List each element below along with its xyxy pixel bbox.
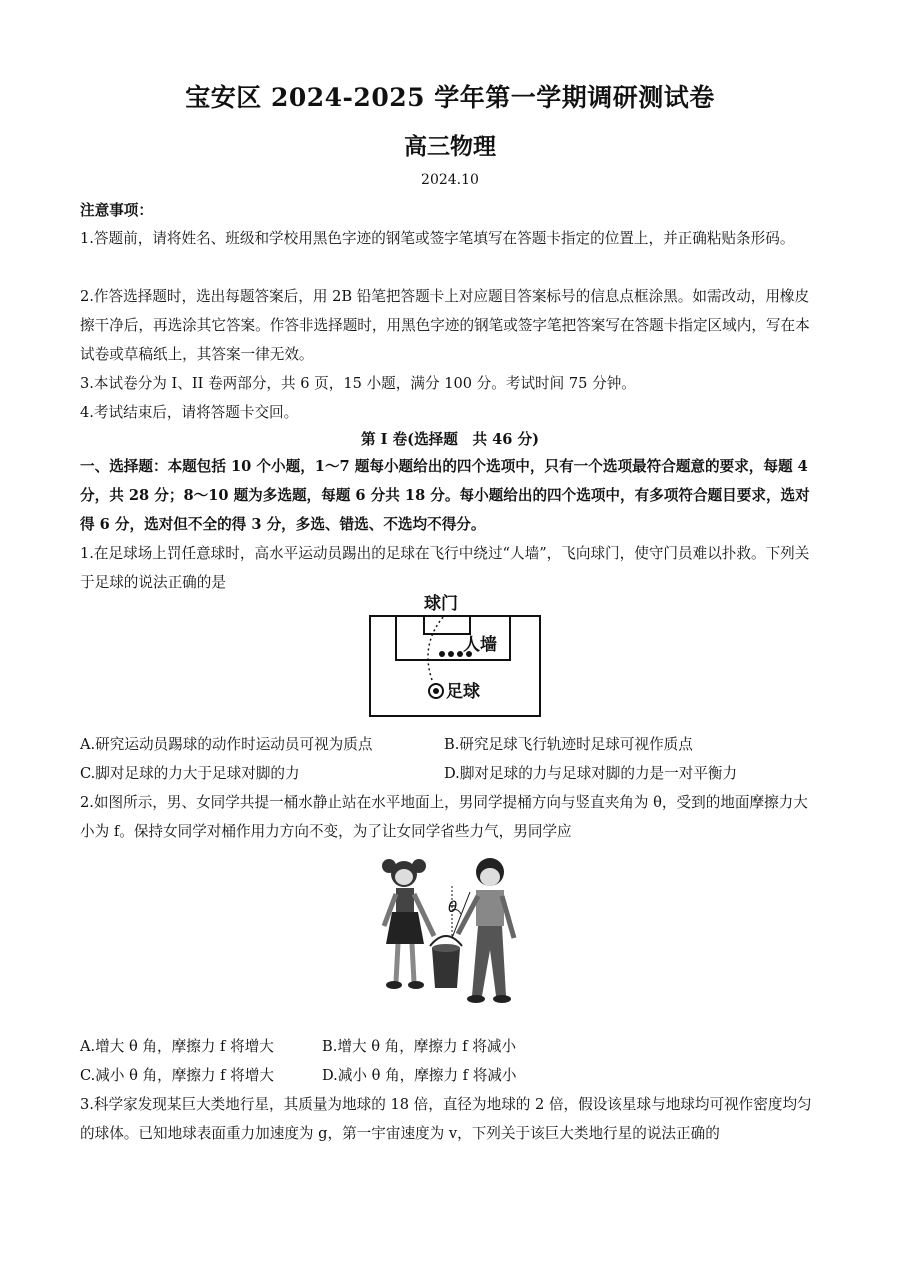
exam-title: 宝安区 2024-2025 学年第一学期调研测试卷 [185,83,715,112]
q3-stem: 3.科学家发现某巨大类地行星，其质量为地球的 18 倍，直径为地球的 2 倍，假设该星球与地球均可视作密度均匀的球体。已知地球表面重力加速度为 g，第一宇宙速度为 v，下列关于该巨大类地行星的说法正确的 [80,1096,812,1142]
label-theta: θ [448,898,458,916]
notice-item-1: 1.答题前，请将姓名、班级和学校用黑色字迹的钢笔或签字笔填写在答题卡指定的位置上，并正确粘贴条形码。 [80,230,795,247]
q2-option-a: A.增大 θ 角，摩擦力 f 将增大 [80,1038,274,1055]
q2-option-d: D.减小 θ 角，摩擦力 f 将减小 [322,1067,517,1084]
section-title: 第 I 卷(选择题 共 46 分) [360,431,540,448]
notice-item-3: 3.本试卷分为 I、II 卷两部分，共 6 页，15 小题，满分 100 分。考试时间 75 分钟。 [80,375,636,392]
football-icon-center [433,688,439,694]
label-ball: 足球 [446,682,480,702]
q1-football-figure [362,592,548,720]
exam-date: 2024.10 [421,172,479,188]
q1-option-c: C.脚对足球的力大于足球对脚的力 [80,765,300,782]
notice-heading: 注意事项： [80,202,153,219]
boy-figure [458,858,514,1003]
exam-subject: 高三物理 [404,133,496,160]
bucket-icon [430,936,462,988]
q2-option-b: B.增大 θ 角，摩擦力 f 将减小 [322,1038,517,1055]
q1-option-b: B.研究足球飞行轨迹时足球可视作质点 [444,736,693,753]
wall-player [439,651,445,657]
notice-item-4: 4.考试结束后，请将答题卡交回。 [80,404,299,421]
label-wall: 人墙 [463,635,497,655]
q2-students-figure [372,846,532,1016]
ball-trajectory [428,616,444,680]
wall-player [448,651,454,657]
q2-option-c: C.减小 θ 角，摩擦力 f 将增大 [80,1067,274,1084]
goal-area [424,616,470,634]
q1-option-a: A.研究运动员踢球的动作时运动员可视为质点 [80,736,373,753]
section-instructions: 一、选择题：本题包括 10 个小题，1～7 题每小题给出的四个选项中，只有一个选项最符合题意的要求，每题 4 分，共 28 分；8～10 题为多选题，每题 6 分共 18 分。每小题给出的四个选项中，有多项符合题目要求，选对得 6 分，选对但不全的得 3 分，多选、错选、不选均不得分。 [80,458,810,533]
q1-stem: 1.在足球场上罚任意球时，高水平运动员踢出的足球在飞行中绕过“人墙”，飞向球门，使守门员难以扑救。下列关于足球的说法正确的是 [80,545,810,591]
notice-item-2: 2.作答选择题时，选出每题答案后，用 2B 铅笔把答题卡上对应题目答案标号的信息点框涂黑。如需改动，用橡皮擦干净后，再选涂其它答案。作答非选择题时，用黑色字迹的钢笔或签字笔把答案写在答题卡指定区域内，写在本试卷或草稿纸上，其答案一律无效。 [80,288,810,363]
q2-stem: 2.如图所示，男、女同学共提一桶水静止站在水平地面上，男同学提桶方向与竖直夹角为 θ，受到的地面摩擦力大小为 f。保持女同学对桶作用力方向不变，为了让女同学省些力气，男同学应 [80,794,808,840]
girl-figure [382,859,434,989]
label-goal: 球门 [424,594,458,614]
q1-option-d: D.脚对足球的力与足球对脚的力是一对平衡力 [444,765,738,782]
